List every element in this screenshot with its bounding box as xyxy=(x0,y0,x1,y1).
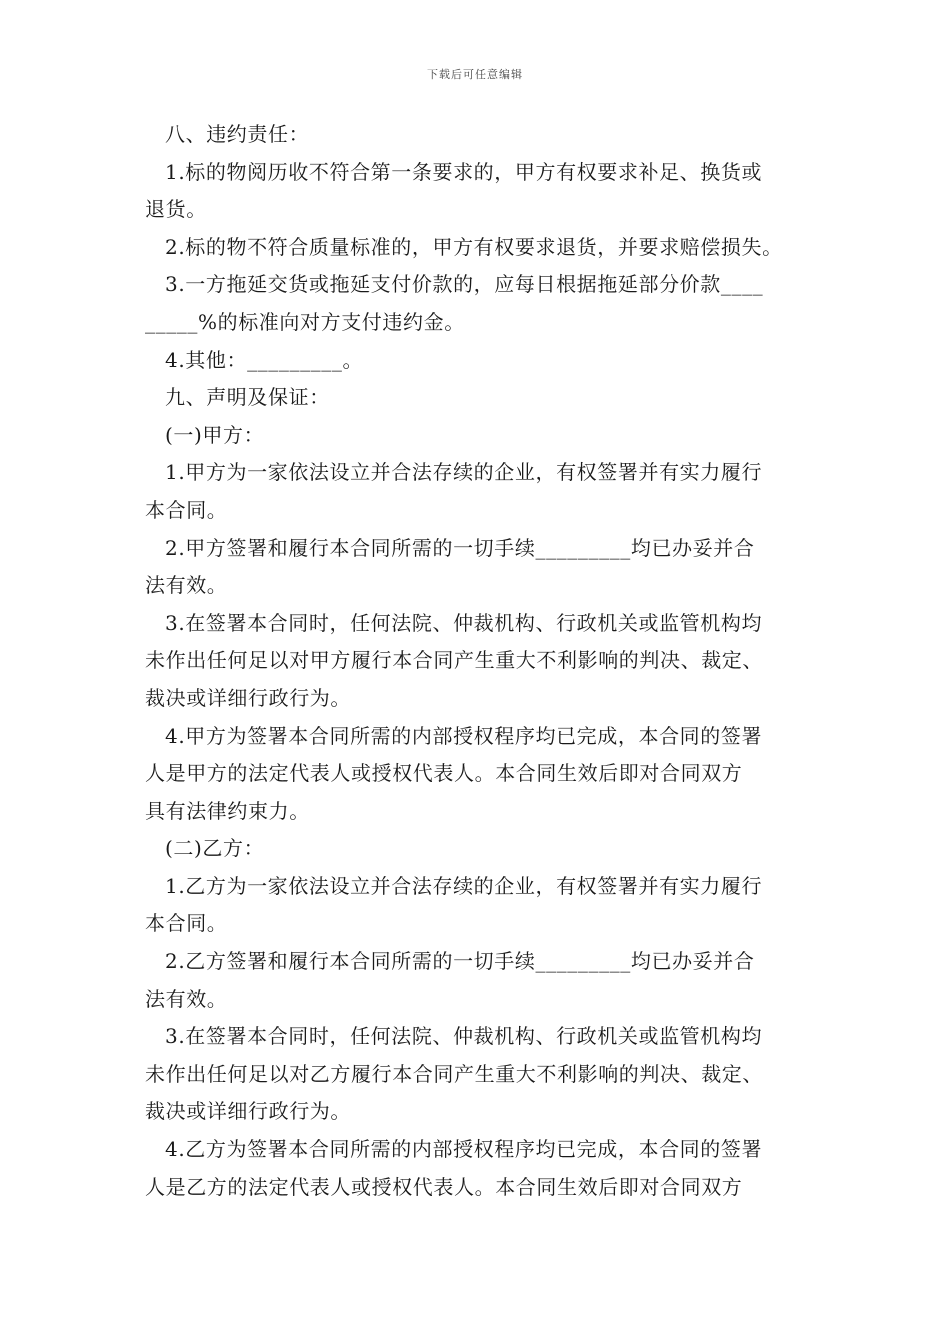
document-line: 未作出任何足以对甲方履行本合同产生重大不利影响的判决、裁定、 xyxy=(145,648,763,673)
document-line: _____%的标准向对方支付违约金。 xyxy=(145,309,465,334)
document-body xyxy=(145,116,825,1206)
document-line: 裁决或详细行政行为。 xyxy=(145,685,351,710)
document-line: 3.一方拖延交货或拖延支付价款的，应每日根据拖延部分价款____ xyxy=(165,272,764,297)
document-line: 3.在签署本合同时，任何法院、仲裁机构、行政机关或监管机构均 xyxy=(165,610,763,635)
document-line: (一)甲方： xyxy=(165,422,265,447)
document-line: 4.其他：_________。 xyxy=(165,347,364,372)
document-line: 裁决或详细行政行为。 xyxy=(145,1099,351,1124)
document-line: 4.甲方为签署本合同所需的内部授权程序均已完成，本合同的签署 xyxy=(165,723,763,748)
document-line: 八、违约责任： xyxy=(165,122,310,146)
document-line: 3.在签署本合同时，任何法院、仲裁机构、行政机关或监管机构均 xyxy=(165,1024,763,1049)
document-line: 本合同。 xyxy=(145,911,228,936)
document-line: (二)乙方： xyxy=(165,836,265,861)
document-line: 2.乙方签署和履行本合同所需的一切手续_________均已办妥并合 xyxy=(165,949,755,974)
document-line: 法有效。 xyxy=(145,986,228,1011)
document-line: 4.乙方为签署本合同所需的内部授权程序均已完成，本合同的签署 xyxy=(165,1137,763,1162)
document-line: 1.甲方为一家依法设立并合法存续的企业，有权签署并有实力履行 xyxy=(165,460,763,485)
document-line: 退货。 xyxy=(145,197,207,222)
document-line: 2.甲方签署和履行本合同所需的一切手续_________均已办妥并合 xyxy=(165,535,755,560)
document-line: 人是乙方的法定代表人或授权代表人。本合同生效后即对合同双方 xyxy=(145,1174,743,1199)
document-line: 本合同。 xyxy=(145,497,228,522)
document-line: 法有效。 xyxy=(145,573,228,598)
document-line: 具有法律约束力。 xyxy=(145,798,310,823)
header-note: 下载后可任意编辑 xyxy=(427,68,523,81)
document-line: 人是甲方的法定代表人或授权代表人。本合同生效后即对合同双方 xyxy=(145,761,743,786)
document-line: 1.标的物阅历收不符合第一条要求的，甲方有权要求补足、换货或 xyxy=(165,159,763,184)
document-line: 未作出任何足以对乙方履行本合同产生重大不利影响的判决、裁定、 xyxy=(145,1061,763,1086)
document-line: 2.标的物不符合质量标准的，甲方有权要求退货，并要求赔偿损失。 xyxy=(165,234,783,259)
document-line: 1.乙方为一家依法设立并合法存续的企业，有权签署并有实力履行 xyxy=(165,873,763,898)
document-line: 九、声明及保证： xyxy=(165,385,330,410)
